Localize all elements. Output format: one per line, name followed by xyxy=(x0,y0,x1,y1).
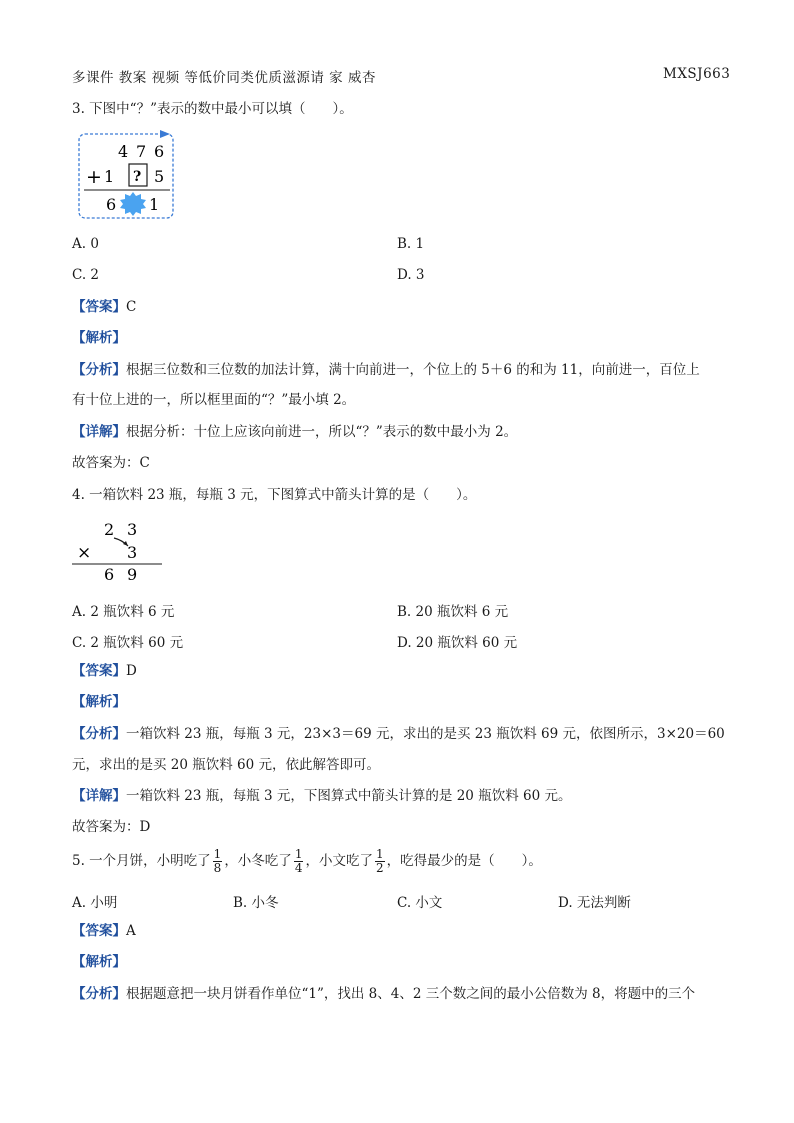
q4-answer: 【答案】D xyxy=(72,663,137,679)
q5-answer: 【答案】A xyxy=(72,923,136,939)
q4-xiangjie: 【详解】一箱饮料 23 瓶，每瓶 3 元，下图算式中箭头计算的是 20 瓶饮料 60 元。 xyxy=(72,788,572,804)
q4-fenxi-line2: 元，求出的是买 20 瓶饮料 60 元，依此解答即可。 xyxy=(72,757,381,773)
q5-option-a: A. 小明 xyxy=(72,895,118,911)
q4-fenxi-line1: 【分析】一箱饮料 23 瓶，每瓶 3 元，23×3＝69 元，求出的是买 23 瓶饮料 69 元，依图所示，3×20＝60 xyxy=(72,726,725,742)
q3-answer: 【答案】C xyxy=(72,299,137,315)
question-mark: ? xyxy=(133,169,142,185)
q5-option-c: C. 小文 xyxy=(397,895,443,911)
q4-option-d: D. 20 瓶饮料 60 元 xyxy=(397,635,518,651)
q4-question: 4. 一箱饮料 23 瓶，每瓶 3 元，下图算式中箭头计算的是（ ）。 xyxy=(72,487,477,503)
digit: 2 xyxy=(104,520,115,539)
q3-option-b: B. 1 xyxy=(397,236,425,252)
q5-fenxi-line1: 【分析】根据题意把一块月饼看作单位“1”，找出 8、4、2 三个数之间的最小公倍数为 8，将题中的三个 xyxy=(72,986,696,1002)
digit: 1 xyxy=(149,195,160,214)
q5-analysis-title: 【解析】 xyxy=(72,954,126,970)
times-sign: × xyxy=(77,543,92,563)
q3-option-d: D. 3 xyxy=(397,267,425,283)
plus-sign: + xyxy=(86,166,102,188)
q3-fenxi-line1: 【分析】根据三位数和三位数的加法计算，满十向前进一，个位上的 5＋6 的和为 11，向前进一，百位上 xyxy=(72,362,700,378)
q4-conclusion: 故答案为：D xyxy=(72,819,151,835)
q3-fenxi-line2: 有十位上进的一，所以框里面的“？”最小填 2。 xyxy=(72,392,356,408)
digit: 9 xyxy=(127,565,138,584)
q5-option-d: D. 无法判断 xyxy=(558,895,631,911)
q3-question: 3. 下图中“？”表示的数中最小可以填（ ）。 xyxy=(72,101,353,117)
q5-option-b: B. 小冬 xyxy=(233,895,279,911)
q3-xiangjie: 【详解】根据分析：十位上应该向前进一，所以“？”表示的数中最小为 2。 xyxy=(72,424,518,440)
fraction-1-2: $\frac{1}{2}$ xyxy=(375,847,384,875)
digit: 3 xyxy=(127,520,138,539)
q4-option-a: A. 2 瓶饮料 6 元 xyxy=(72,604,175,620)
header-right: MXSJ663 xyxy=(663,66,731,82)
q3-analysis-title: 【解析】 xyxy=(72,330,126,346)
digit: 6 xyxy=(154,142,165,161)
digit: 5 xyxy=(154,167,165,186)
digit: 3 xyxy=(127,543,138,562)
q3-option-c: C. 2 xyxy=(72,267,100,283)
digit: 4 xyxy=(118,142,129,161)
digit: 1 xyxy=(104,167,115,186)
corner-arrow-icon xyxy=(160,130,170,138)
q3-option-a: A. 0 xyxy=(72,236,99,252)
q4-analysis-title: 【解析】 xyxy=(72,694,126,710)
q3-conclusion: 故答案为：C xyxy=(72,455,150,471)
digit: 7 xyxy=(136,142,147,161)
digit: 6 xyxy=(106,195,117,214)
splash-icon xyxy=(120,192,146,216)
header-left: 多课件 教案 视频 等低价同类优质滋源请 家 威杏 xyxy=(72,70,376,86)
fraction-1-4: $\frac{1}{4}$ xyxy=(294,847,303,875)
q3-addition-figure xyxy=(76,130,178,222)
q4-multiplication-figure xyxy=(72,516,168,586)
q5-question: 5. 一个月饼，小明吃了 $\frac{1}{8}$ ，小冬吃了 $\frac{1}{4}$ ，小文吃了 $\frac{1}{2}$ ，吃得最少的是（ ）。 xyxy=(72,847,542,875)
digit: 6 xyxy=(104,565,115,584)
q4-option-c: C. 2 瓶饮料 60 元 xyxy=(72,635,184,651)
q4-option-b: B. 20 瓶饮料 6 元 xyxy=(397,604,509,620)
fraction-1-8: $\frac{1}{8}$ xyxy=(213,847,222,875)
